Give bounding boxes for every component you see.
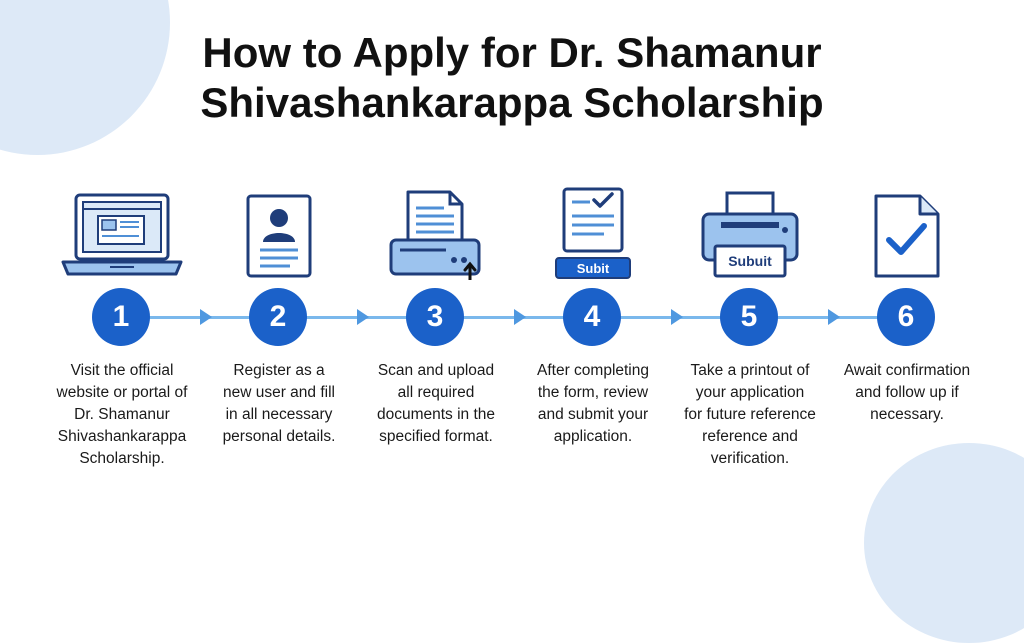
title-line-1: How to Apply for Dr. Shamanur — [202, 29, 822, 76]
scanner-icon — [386, 188, 486, 280]
arrow-right-icon — [828, 309, 840, 325]
page-title — [0, 28, 1024, 128]
arrow-right-icon — [514, 309, 526, 325]
step-description: Visit the official website or portal of Dr. Shamanur Shivashankarappa Scholarship. — [56, 362, 188, 467]
arrow-right-icon — [357, 309, 369, 325]
step-description: Take a printout of your application for future reference reference and verification. — [684, 362, 816, 467]
step-number: 2 — [249, 288, 307, 346]
step-number: 1 — [92, 288, 150, 346]
confirmation-document-icon — [872, 192, 942, 280]
step-description: Register as a new user and fill in all necessary personal details. — [222, 362, 336, 445]
step-number: 6 — [877, 288, 935, 346]
checked-form-icon — [550, 186, 636, 280]
step-number: 3 — [406, 288, 464, 346]
laptop-icon — [60, 192, 184, 280]
step-number: 4 — [563, 288, 621, 346]
title-line-2: Shivashankarappa Scholarship — [200, 79, 824, 126]
submit-label: Subuit — [728, 253, 772, 269]
arrow-right-icon — [200, 309, 212, 325]
step-description: Await confirmation and follow up if necessary. — [843, 362, 971, 423]
step-description: After completing the form, review and submit your application. — [537, 362, 649, 445]
step-description: Scan and upload all required documents in the specified format. — [376, 362, 496, 445]
submit-label: Subit — [576, 261, 610, 276]
background-circle-bottom-right — [864, 443, 1024, 643]
printer-icon — [697, 190, 803, 280]
step-number: 5 — [720, 288, 778, 346]
profile-document-icon — [244, 192, 314, 280]
arrow-right-icon — [671, 309, 683, 325]
